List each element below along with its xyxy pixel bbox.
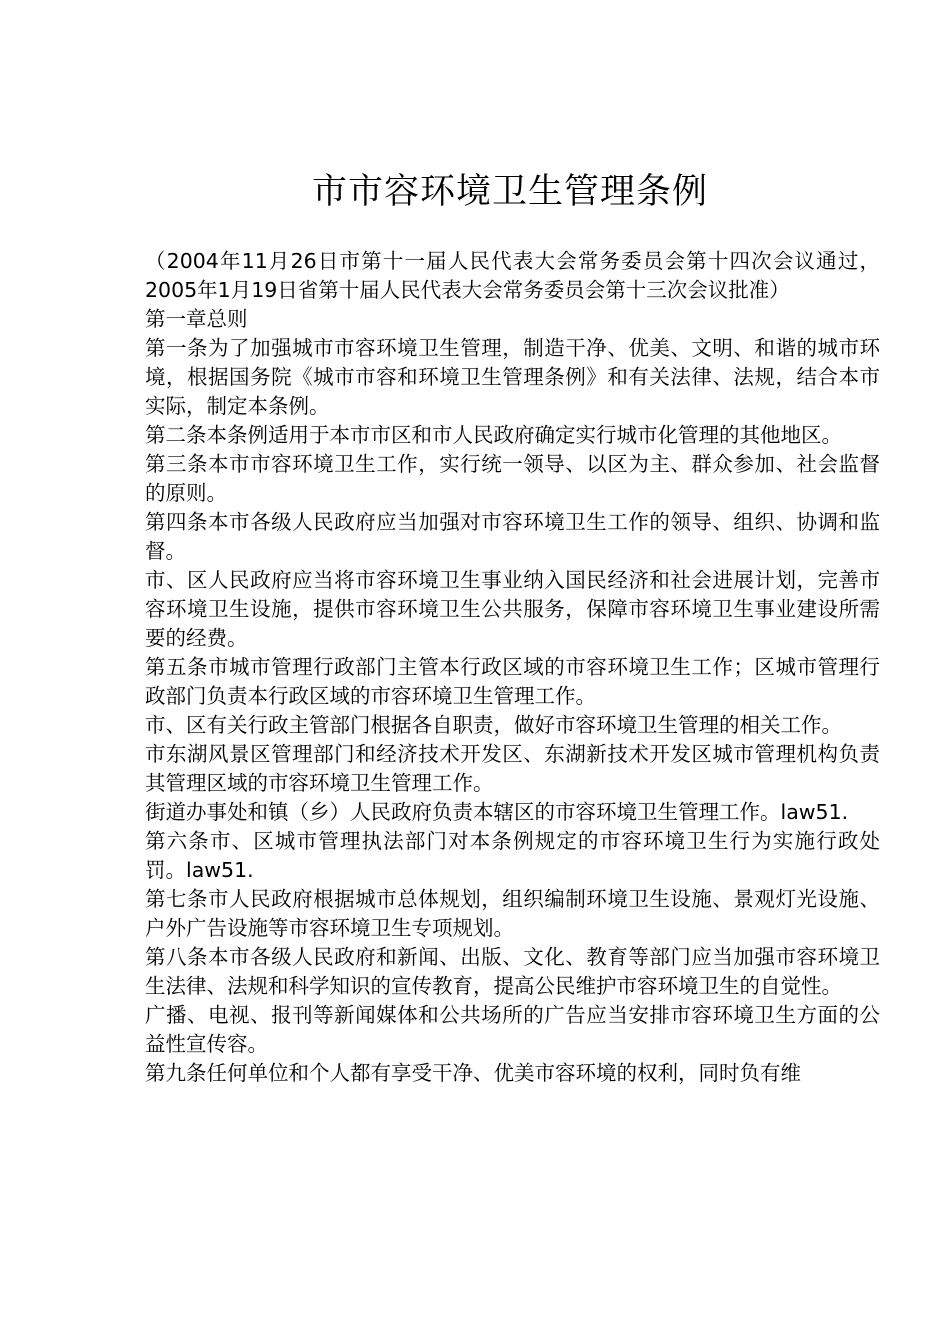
preamble-note: （2004年11月26日市第十一届人民代表大会常务委员会第十四次会议通过，2005年1月19日省第十届人民代表大会常务委员会第十三次会议批准） xyxy=(145,249,880,302)
article-7: 第七条市人民政府根据城市总体规划，组织编制环境卫生设施、景观灯光设施、户外广告设施等市容环境卫生专项规划。 xyxy=(145,887,880,940)
article-9: 第九条任何单位和个人都有享受干净、优美市容环境的权利，同时负有维 xyxy=(145,1061,801,1085)
document-title: 市市容环境卫生管理条例 xyxy=(311,172,708,212)
article-8-clause-2: 广播、电视、报刊等新闻媒体和公共场所的广告应当安排市容环境卫生方面的公益性宣传容。 xyxy=(145,1003,880,1056)
article-6: 第六条市、区城市管理执法部门对本条例规定的市容环境卫生行为实施行政处罚。law51. xyxy=(145,829,880,882)
article-8: 第八条本市各级人民政府和新闻、出版、文化、教育等部门应当加强市容环境卫生法律、法规和科学知识的宣传教育，提高公民维护市容环境卫生的自觉性。 xyxy=(145,945,880,998)
article-2: 第二条本条例适用于本市市区和市人民政府确定实行城市化管理的其他地区。 xyxy=(145,423,842,447)
chapter-heading: 第一章总则 xyxy=(145,307,248,331)
article-5: 第五条市城市管理行政部门主管本行政区域的市容环境卫生工作；区城市管理行政部门负责本行政区域的市容环境卫生管理工作。 xyxy=(145,655,880,708)
article-5-clause-3: 市东湖风景区管理部门和经济技术开发区、东湖新技术开发区城市管理机构负责其管理区域的市容环境卫生管理工作。 xyxy=(145,742,880,795)
article-4: 第四条本市各级人民政府应当加强对市容环境卫生工作的领导、组织、协调和监督。 xyxy=(145,510,880,563)
document-body xyxy=(145,247,880,1088)
article-4-clause-2: 市、区人民政府应当将市容环境卫生事业纳入国民经济和社会进展计划，完善市容环境卫生设施，提供市容环境卫生公共服务，保障市容环境卫生事业建设所需要的经费。 xyxy=(145,568,880,650)
article-5-clause-2: 市、区有关行政主管部门根据各自职责，做好市容环境卫生管理的相关工作。 xyxy=(145,713,842,737)
article-1: 第一条为了加强城市市容环境卫生管理，制造干净、优美、文明、和谐的城市环境，根据国务院《城市市容和环境卫生管理条例》和有关法律、法规，结合本市实际，制定本条例。 xyxy=(145,336,880,418)
article-5-clause-4: 街道办事处和镇（乡）人民政府负责本辖区的市容环境卫生管理工作。law51. xyxy=(145,800,849,824)
article-3: 第三条本市市容环境卫生工作，实行统一领导、以区为主、群众参加、社会监督的原则。 xyxy=(145,452,880,505)
